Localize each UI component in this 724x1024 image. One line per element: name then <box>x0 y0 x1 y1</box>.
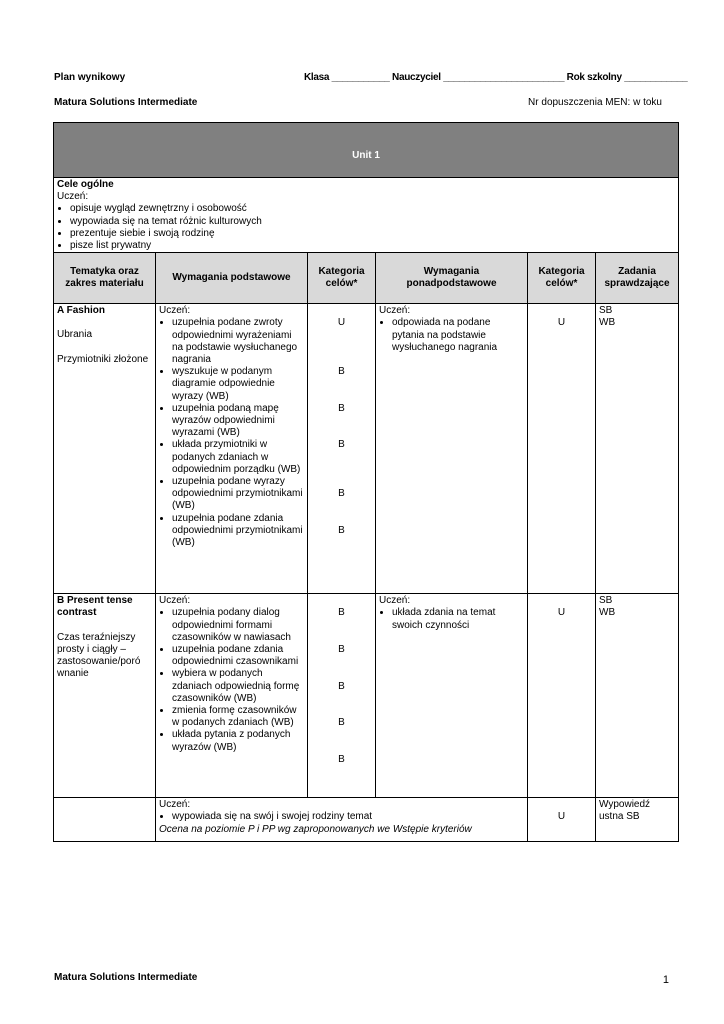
category-value: B <box>338 680 345 692</box>
goal-item: • prezentuje siebie i swoją rodzinę <box>70 228 675 240</box>
speaking-task: Wypowiedź ustna SB <box>596 798 679 842</box>
category-value: B <box>338 524 345 536</box>
column-headers <box>54 253 679 304</box>
col-advanced: Wymagania ponadpodstawowe <box>376 253 528 304</box>
basic-intro: Uczeń: <box>159 305 191 317</box>
requirement-item: • uzupełnia podany dialog odpowiednimi formami czasowników w nawiasach <box>172 607 304 644</box>
goal-item: • opisuje wygląd zewnętrzny i osobowość <box>70 203 675 215</box>
speaking-cell <box>156 798 528 842</box>
approval-number: Nr dopuszczenia MEN: w toku <box>528 97 662 108</box>
task-item: WB <box>599 607 616 619</box>
requirement-item: • zmienia formę czasowników w podanych zdaniach (WB) <box>172 705 304 729</box>
book-title: Matura Solutions Intermediate <box>54 97 198 108</box>
speaking-intro: Uczeń: <box>159 799 191 811</box>
speaking-note: Ocena na poziomie P i PP wg zaproponowanych we Wstępie kryteriów <box>159 823 472 835</box>
goals-title: Cele ogólne <box>57 179 114 190</box>
requirement-item: • układa zdania na temat swoich czynności <box>392 607 524 631</box>
requirement-item: • wyszukuje w podanym diagramie odpowiednie wyrazy (WB) <box>172 366 304 403</box>
plan-table <box>53 122 679 842</box>
col-basic: Wymagania podstawowe <box>156 253 308 304</box>
task-item: SB <box>599 595 613 607</box>
requirement-item: • uzupełnia podane zdania odpowiednimi czasownikami <box>172 644 304 668</box>
requirement-item: • uzupełnia podane wyrazy odpowiednimi przymiotnikami (WB) <box>172 476 304 513</box>
general-goals <box>54 178 679 253</box>
category-value: U <box>557 811 566 823</box>
unit-title: Unit 1 <box>54 123 679 178</box>
category-value: B <box>338 717 345 729</box>
goal-item: • wypowiada się na temat różnic kulturowych <box>70 216 675 228</box>
requirement-item: • układa przymiotniki w podanych zdaniach w odpowiednim porządku (WB) <box>172 439 304 476</box>
advanced-intro: Uczeń: <box>379 305 411 317</box>
topic-line: Czas teraźniejszy prosty i ciągły – zastosowanie/poró wnanie <box>57 631 141 680</box>
basic-cell <box>156 594 308 798</box>
col-topic: Tematyka oraz zakres materiału <box>54 253 156 304</box>
footer <box>54 972 669 986</box>
category-cell <box>528 798 596 842</box>
speaking-row <box>54 798 679 842</box>
category-value: B <box>338 402 345 414</box>
plan-label: Plan wynikowy <box>54 72 126 83</box>
topic-title: A Fashion <box>57 305 105 317</box>
category-value: U <box>557 317 566 329</box>
requirement-item: • wybiera w podanych zdaniach odpowiednią formę czasowników (WB) <box>172 668 304 705</box>
form-fields: Klasa ___________ Nauczyciel _______________________ Rok szkolny ____________ <box>304 72 688 83</box>
requirement-item: • odpowiada na podane pytania na podstawie wysłuchanego nagrania <box>392 317 524 354</box>
topic-line: Przymiotniki złożone <box>57 353 149 365</box>
category-value: U <box>557 607 566 619</box>
topic-line: Ubrania <box>57 329 93 341</box>
topic-title: B Present tense contrast <box>57 595 133 619</box>
task-item: WB <box>599 317 616 329</box>
speaking-item: • wypowiada się na swój i swojej rodziny temat <box>172 811 524 823</box>
category-value: U <box>337 317 346 329</box>
goal-item: • pisze list prywatny <box>70 240 675 252</box>
requirement-item: • układa pytania z podanych wyrazów (WB) <box>172 729 304 753</box>
header-row-1 <box>54 72 688 83</box>
tasks-cell <box>596 594 679 798</box>
col-cat1: Kategoria celów* <box>308 253 376 304</box>
requirement-item: • uzupełnia podaną mapę wyrazów odpowiednimi wyrazami (WB) <box>172 403 304 440</box>
advanced-cell <box>376 594 528 798</box>
table-row <box>54 594 679 798</box>
basic-intro: Uczeń: <box>159 595 191 607</box>
col-tasks: Zadania sprawdzające <box>596 253 679 304</box>
goals-list <box>57 203 675 252</box>
footer-title: Matura Solutions Intermediate <box>54 972 198 983</box>
goals-intro: Uczeń: <box>57 191 89 203</box>
empty-topic-cell <box>54 798 156 842</box>
requirement-item: • uzupełnia podane zdania odpowiednimi przymiotnikami (WB) <box>172 513 304 550</box>
requirement-item: • uzupełnia podane zwroty odpowiednimi wyrażeniami na podstawie wysłuchanego nagrania <box>172 317 304 366</box>
category-value: B <box>338 753 345 765</box>
advanced-cell <box>376 304 528 594</box>
col-cat2: Kategoria celów* <box>528 253 596 304</box>
category-value: B <box>338 643 345 655</box>
header-row-2 <box>54 97 662 108</box>
category-value: B <box>338 366 345 378</box>
task-item: SB <box>599 305 613 317</box>
category-cell <box>528 304 596 594</box>
topic-cell <box>54 304 156 594</box>
topic-cell <box>54 594 156 798</box>
advanced-intro: Uczeń: <box>379 595 411 607</box>
category-value: B <box>338 439 345 451</box>
category-cell <box>308 594 376 798</box>
tasks-cell <box>596 304 679 594</box>
table-row <box>54 304 679 594</box>
category-cell <box>528 594 596 798</box>
category-value: B <box>338 488 345 500</box>
basic-cell <box>156 304 308 594</box>
page-number: 1 <box>662 974 669 986</box>
category-cell <box>308 304 376 594</box>
category-value: B <box>338 607 345 619</box>
